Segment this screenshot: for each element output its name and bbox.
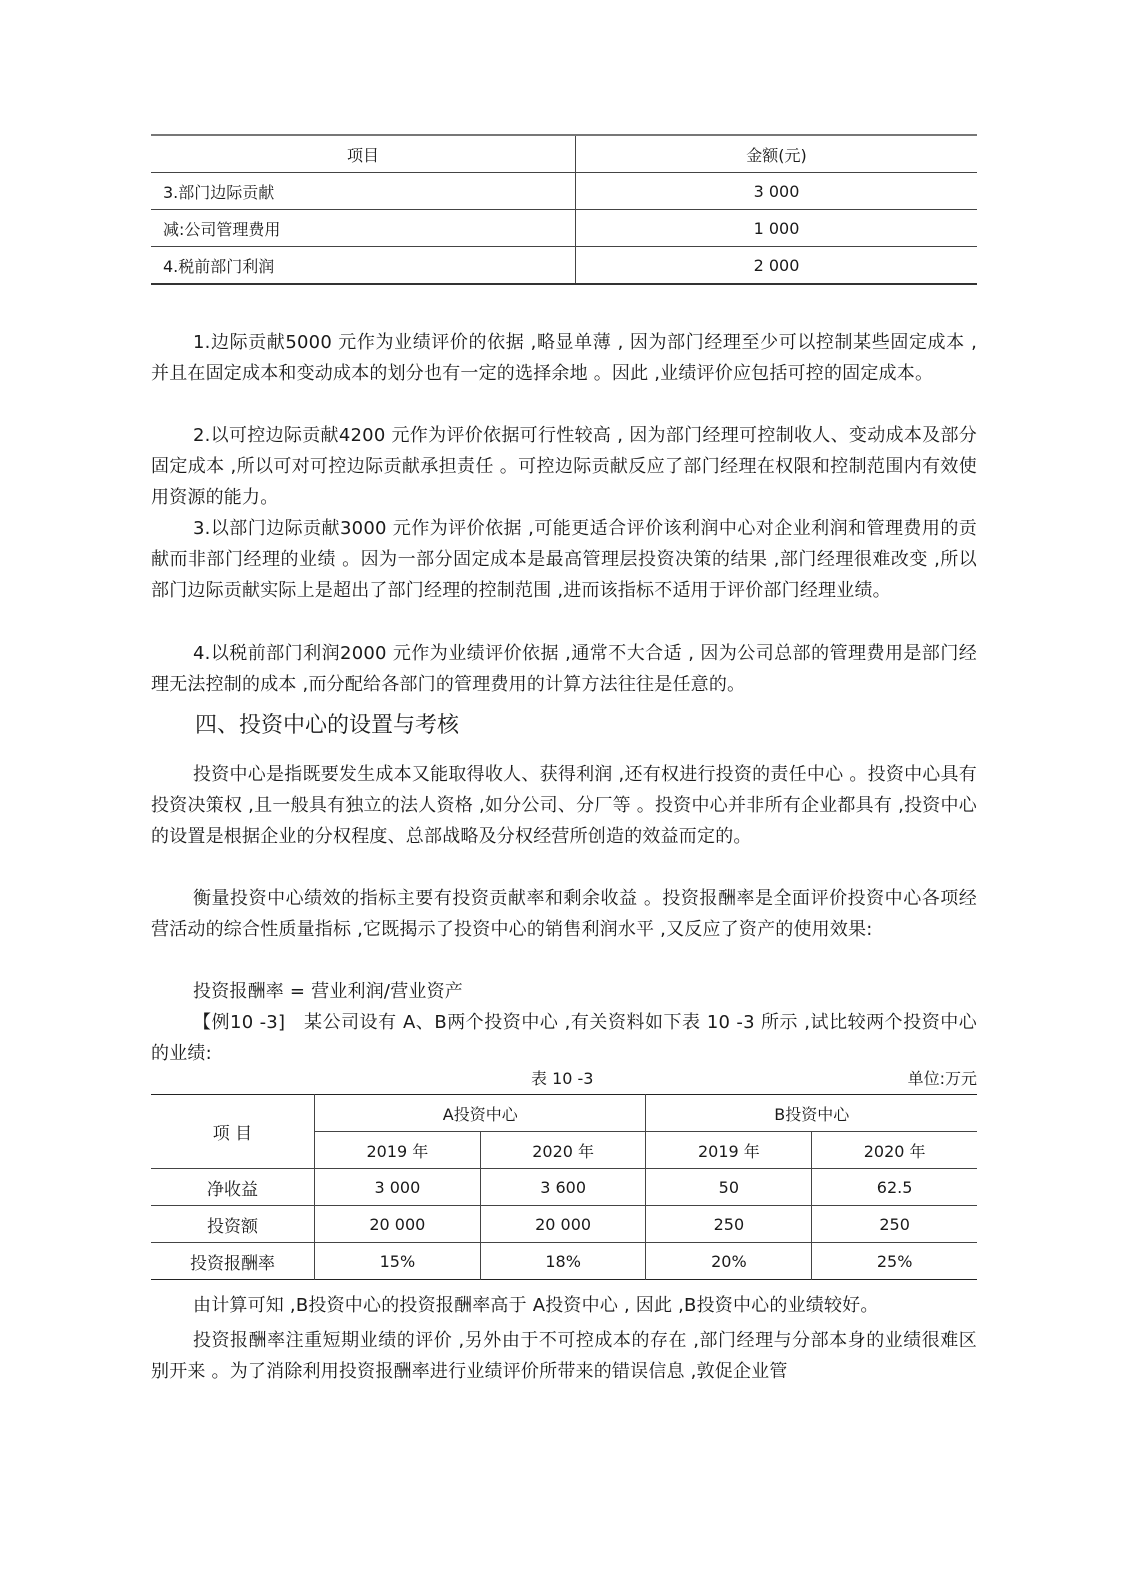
cell-value: 15% [314, 1243, 480, 1280]
row-label: 净收益 [151, 1169, 314, 1206]
paragraph-investment-center: 投资中心是指既要发生成本又能取得收人、获得利润 ,还有权进行投资的责任中心 。投资中心具有投资决策权 ,且一般具有独立的法人资格 ,如分公司、分厂等 。投资中心并非所有企业都具有 ,投资中心的设置是根据企业的分权程度、总部战略及分权经营所创造的效益而定的。 [151, 764, 977, 847]
table-row [151, 210, 977, 247]
paragraph-conclusion: 由计算可知 ,B投资中心的投资报酬率高于 A投资中心 , 因此 ,B投资中心的业绩较好。 [193, 1295, 879, 1316]
cell-value: 20 000 [314, 1206, 480, 1243]
cell-value: 18% [480, 1243, 646, 1280]
paragraph-point-1: 1.边际贡献5000 元作为业绩评价的依据 ,略显单薄 , 因为部门经理至少可以控制某些固定成本 ,并且在固定成本和变动成本的划分也有一定的选择余地 。因此 ,业绩评价应包括可控的固定成本。 [151, 332, 977, 384]
cell-value: 250 [646, 1206, 812, 1243]
cell-value: 62.5 [812, 1169, 977, 1206]
header-year: 2019 年 [646, 1132, 812, 1169]
formula-line: 投资报酬率 = 营业利润/营业资产 [193, 981, 463, 1002]
table-row [151, 247, 977, 285]
paragraph-roi-limitations: 投资报酬率注重短期业绩的评价 ,另外由于不可控成本的存在 ,部门经理与分部本身的业绩很难区别开来 。为了消除利用投资报酬率进行业绩评价所带来的错误信息 ,敦促企业管 [151, 1330, 977, 1382]
table-row [151, 173, 977, 210]
cell-value: 250 [812, 1206, 977, 1243]
cell-value: 3 000 [314, 1169, 480, 1206]
header-group-b: B投资中心 [646, 1095, 977, 1132]
header-item: 项 目 [151, 1095, 314, 1169]
row-amount: 2 000 [753, 255, 800, 275]
cell-value: 20 000 [480, 1206, 646, 1243]
table-row [151, 1243, 977, 1280]
investment-center-table [151, 1094, 977, 1280]
header-group-a: A投资中心 [314, 1095, 646, 1132]
row-amount: 1 000 [576, 210, 978, 247]
profit-table [151, 134, 977, 285]
cell-value: 20% [646, 1243, 812, 1280]
paragraph-point-2: 2.以可控边际贡献4200 元作为评价依据可行性较高 , 因为部门经理可控制收人、变动成本及部分固定成本 ,所以可对可控边际贡献承担责任 。可控边际贡献反应了部门经理在权限和控制范围内有效使用资源的能力。 [151, 425, 977, 508]
table-caption-title: 表 10 -3 [531, 1069, 594, 1088]
row-item: 3.部门边际贡献 [151, 173, 576, 210]
table-caption-unit: 单位:万元 [907, 1069, 977, 1088]
cell-value: 3 600 [480, 1169, 646, 1206]
section-heading: 四、投资中心的设置与考核 [195, 713, 460, 738]
header-amount: 金额(元) [576, 135, 978, 173]
row-item: 减:公司管理费用 [151, 210, 576, 247]
cell-value: 25% [876, 1251, 913, 1271]
header-item: 项目 [151, 135, 576, 173]
paragraph-point-4: 4.以税前部门利润2000 元作为业绩评价依据 ,通常不大合适 , 因为公司总部的管理费用是部门经理无法控制的成本 ,而分配给各部门的管理费用的计算方法往往是任意的。 [151, 643, 977, 695]
row-amount: 3 000 [576, 173, 978, 210]
cell-value: 50 [646, 1169, 812, 1206]
table-row [151, 1206, 977, 1243]
table-caption [151, 1066, 977, 1090]
paragraph-metrics: 衡量投资中心绩效的指标主要有投资贡献率和剩余收益 。投资报酬率是全面评价投资中心各项经营活动的综合性质量指标 ,它既揭示了投资中心的销售利润水平 ,又反应了资产的使用效果: [151, 888, 977, 940]
table-header-row [151, 1095, 977, 1132]
header-year: 2020 年 [812, 1132, 977, 1169]
paragraph-example: 【例10 -3] 某公司设有 A、B两个投资中心 ,有关资料如下表 10 -3 所示 ,试比较两个投资中心的业绩: [151, 1012, 977, 1064]
header-year: 2019 年 [314, 1132, 480, 1169]
row-label: 投资报酬率 [151, 1243, 314, 1280]
table-row [151, 1169, 977, 1206]
header-year: 2020 年 [480, 1132, 646, 1169]
row-label: 投资额 [151, 1206, 314, 1243]
row-item: 4.税前部门利润 [151, 247, 576, 285]
paragraph-point-3: 3.以部门边际贡献3000 元作为评价依据 ,可能更适合评价该利润中心对企业利润和管理费用的贡献而非部门经理的业绩 。因为一部分固定成本是最高管理层投资决策的结果 ,部门经理很难改变 ,所以部门边际贡献实际上是超出了部门经理的控制范围 ,进而该指标不适用于评价部门经理业绩。 [151, 518, 977, 601]
table-header-row [151, 135, 977, 173]
